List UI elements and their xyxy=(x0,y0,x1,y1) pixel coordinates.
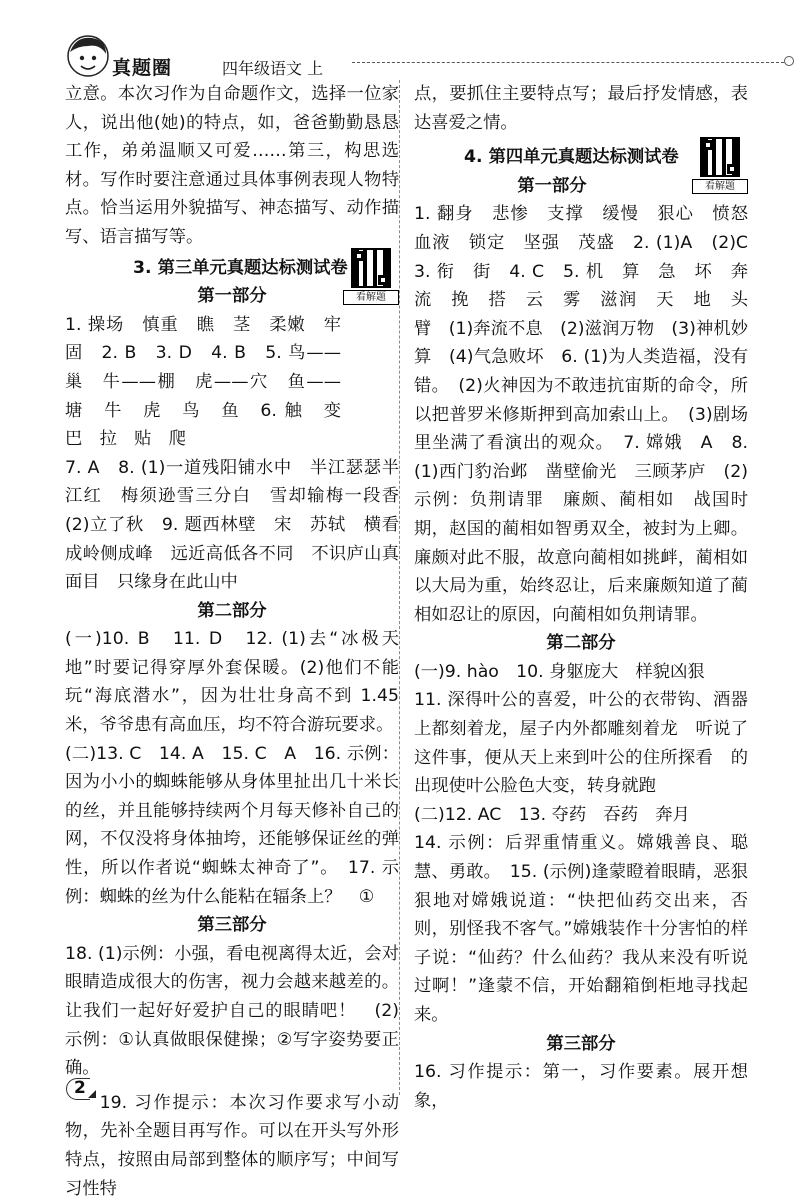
brand-name: 真题圈 xyxy=(112,57,173,79)
essay-tip-continued: 立意。本次习作为自命题作文，选择一位家人，说出他(她)的特点，如，爸爸勤勤恳恳工作，弟弟温顺又可爱……第三，构思选材。写作时要注意通过具体事例表现人物特点。恰当运用外貌描写、神态描写、动作描写、语言描写等。 xyxy=(65,84,399,247)
part1-heading: 第一部分 xyxy=(517,175,587,196)
answers-block: 14. 示例：后羿重情重义。嫦娥善良、聪慧、勇敢。 15. (示例)逢蒙瞪着眼睛，恶狠狠地对嫦娥说道：“快把仙药交出来，否则，别怪我不客气。”嫦娥装作十分害怕的样子说：“仙药？什么仙药？我从来没有听说过啊！”逢蒙不信，开始翻箱倒柜地寻找起来。 xyxy=(414,833,748,1025)
test4-title: 4. 第四单元真题达标测试卷 xyxy=(464,147,679,168)
left-column xyxy=(65,80,417,1203)
qr-code-icon xyxy=(700,137,740,177)
answers-block: (一)9. hào 10. 身躯庞大 样貌凶狠 xyxy=(414,661,705,682)
part1-heading: 第一部分 xyxy=(197,286,267,307)
part3-heading: 第三部分 xyxy=(197,915,267,936)
qr-code-test4[interactable] xyxy=(692,137,748,194)
subject-label: 四年级语文 上 xyxy=(222,59,324,78)
corner-triangle-icon xyxy=(88,1090,96,1098)
qr-code-test3[interactable] xyxy=(343,248,399,305)
right-column xyxy=(414,80,766,1115)
part3-heading: 第三部分 xyxy=(546,1033,616,1054)
qr-code-icon xyxy=(351,248,391,288)
answers-block: 18. (1)示例：小强，看电视离得太近，会对眼睛造成很大的伤害，视力会越来越差的。让我们一起好好爱护自己的眼睛吧！ (2)示例：①认真做眼保健操；②写字姿势要正确。 xyxy=(65,943,399,1079)
essay-tip: 19. 习作提示：本次习作要求写小动物，先补全题目再写作。可以在开头写外形特点，按照由局部到整体的顺序写；中间写习性特 xyxy=(65,1092,399,1199)
answers-block: 11. 深得叶公的喜爱，叶公的衣带钩、酒器上都刻着龙，屋子内外都雕刻着龙 听说了这件事，便从天上来到叶公的住所探看 的出现使叶公脸色大变，转身就跑 xyxy=(414,690,748,797)
answers-block: (二)12. AC 13. 夺药 吞药 奔月 xyxy=(414,804,690,825)
answers-block: (二)13. C 14. A 15. C A 16. 示例：因为小小的蜘蛛能够从身体里扯出几十米长的丝，并且能够持续两个月每天修补自己的网，不仅没将身体抽垮，还能够保证丝的弹性，所以作者说“蜘蛛太神奇了”。 17. 示例：蜘蛛的丝为什么能粘在辐条上？ ① xyxy=(65,743,399,907)
answers-block: (一)10. B 11. D 12. (1)去“冰极天地”时要记得穿厚外套保暖。(2)他们不能玩“海底潜水”，因为壮壮身高不到 1.45 米，爷爷患有高血压，均不符合游玩要求。 xyxy=(65,629,399,736)
page-number-text: 2 xyxy=(74,1078,86,1098)
part2-heading: 第二部分 xyxy=(546,633,616,654)
page-header xyxy=(0,0,800,80)
answers-block: 1. 操场 慎重 瞧 茎 柔嫩 牢固 2. B 3. D 4. B 5. 鸟——巢 牛——棚 虎——穴 鱼——塘 牛 虎 鸟 鱼 6. 触 变 巴 拉 贴 爬 xyxy=(65,314,359,450)
test3-title: 3. 第三单元真题达标测试卷 xyxy=(133,257,348,278)
qr-label: 看解题 xyxy=(692,179,748,194)
part2-heading: 第二部分 xyxy=(197,600,267,621)
page-number xyxy=(66,1078,96,1100)
header-circle-ornament xyxy=(784,56,794,66)
boy-mascot-icon xyxy=(66,34,110,78)
answers-block: 7. A 8. (1)一道残阳铺水中 半江瑟瑟半江红 梅须逊雪三分白 雪却输梅一段香 (2)立了秋 9. 题西林壁 宋 苏轼 横看成岭侧成峰 远近高低各不同 不识庐山真面目 只缘身在此山中 xyxy=(65,457,417,593)
essay-tip: 16. 习作提示：第一，习作要素。展开想象， xyxy=(414,1062,748,1111)
header-dashed-line xyxy=(352,62,784,63)
qr-label: 看解题 xyxy=(343,290,399,305)
answers-block: 1. 翻身 悲惨 支撑 缓慢 狠心 愤怒 血液 锁定 坚强 茂盛 2. (1)A (2)C 3. 衔 街 4. C 5. 机 算 急 坏 奔流 挽 搭 云 雾 滋润 天 地 头 臂 (1)奔流不息 (2)滋润万物 (3)神机妙算 (4)气急败坏 6. (1)为人类造福，没有错。 (2)火神因为不敢违抗宙斯的命令，所以把普罗米修斯押到高加索山上。 (3)剧场里坐满了看演出的观众。 7. 嫦娥 A 8. (1)西门豹治邺 凿壁偷光 三顾茅庐 (2)示例：负荆请罪 廉颇、蔺相如 战国时期，赵国的蔺相如智勇双全，被封为上卿。廉颇对此不服，故意向蔺相如挑衅，蔺相如以大局为重，始终忍让，后来廉颇知道了蔺相如忍让的原因，向蔺相如负荆请罪。 xyxy=(414,204,766,625)
essay-tip-continued: 点，要抓住主要特点写；最后抒发情感，表达喜爱之情。 xyxy=(414,84,748,133)
column-divider xyxy=(399,80,400,1095)
